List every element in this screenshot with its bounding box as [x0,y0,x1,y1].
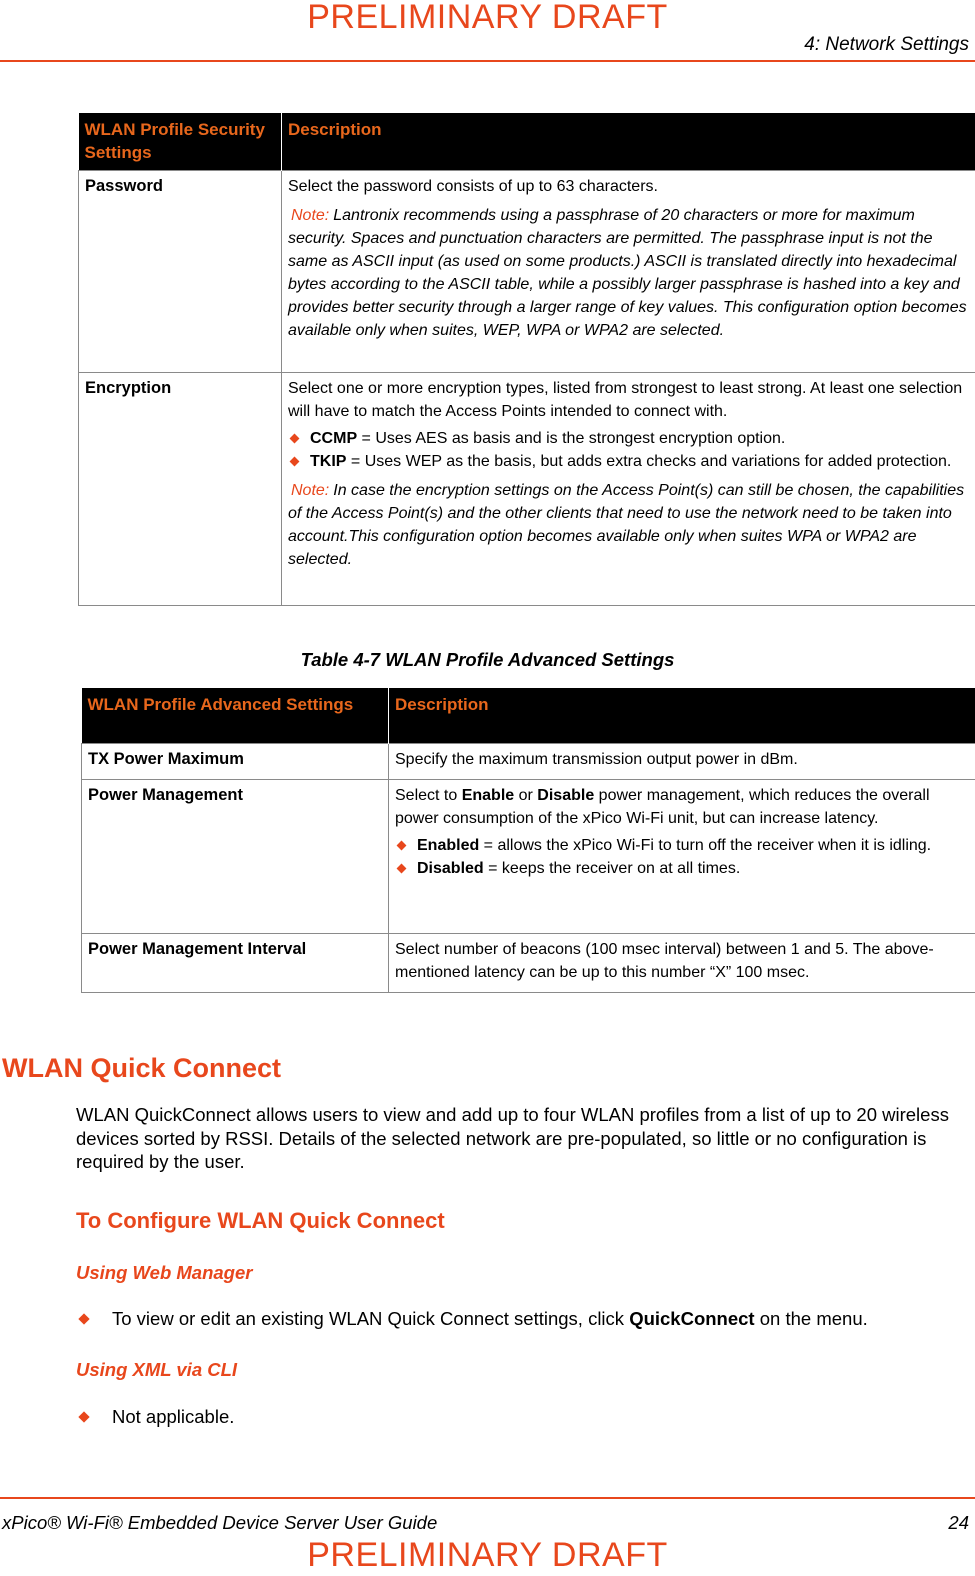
security-settings-table [78,113,975,606]
diamond-bullet-icon [78,1313,89,1324]
quickconnect-term: QuickConnect [629,1308,755,1329]
section-title: WLAN Quick Connect [2,1053,282,1083]
note-label: Note: [291,206,330,224]
bullet-text: Not applicable. [112,1406,235,1427]
encryption-list [288,427,969,473]
row-description [282,372,975,605]
description-text [395,784,969,830]
list-text: = Uses WEP as the basis, but adds extra checks and variations for added protection. [346,452,952,470]
table-header-settings: WLAN Profile Security Settings [79,113,282,170]
note-text: In case the encryption settings on the Access Point(s) can still be chosen, the capabilities of the Access Point(s) and the other clients that need to use the network need to be taken into account.This configuration option becomes available only when suites WPA or WPA2 are selected. [288,481,965,568]
note-text: Lantronix recommends using a passphrase of 20 characters or more for maximum security. Spaces and punctuation characters are permitted. The passphrase input is not the same as ASCII input (as used on some products.) ASCII is translated directly into hexadecimal bytes according to the ASCII table, while a possibly larger passphrase is hashed into a key and provides better security through a larger range of key values. This configuration option becomes available only when suites, WEP, WPA or WPA2 are selected. [288,206,967,339]
table-row [82,743,975,779]
watermark-bottom: PRELIMINARY DRAFT [307,1536,668,1574]
table-header-settings: WLAN Profile Advanced Settings [82,688,389,743]
disable-term: Disable [537,786,595,804]
advanced-settings-table [81,688,975,993]
power-list [395,834,969,880]
footer-title: xPico® Wi-Fi® Embedded Device Server User Guide [2,1512,438,1533]
enable-term: Enable [461,786,515,804]
description-text: Select the password consists of up to 63 characters. [288,177,658,195]
row-name: Power Management [82,779,389,933]
diamond-bullet-icon [78,1411,89,1422]
xml-cli-heading: Using XML via CLI [76,1359,238,1380]
web-manager-heading: Using Web Manager [76,1262,253,1283]
note-label: Note: [291,481,330,499]
list-text: = keeps the receiver on at all times. [483,859,741,877]
note [288,479,969,571]
list-text: = allows the xPico Wi-Fi to turn off the receiver when it is idling. [479,836,932,854]
table-caption: Table 4-7 WLAN Profile Advanced Settings [300,649,675,670]
row-name: TX Power Maximum [82,743,389,779]
row-name: Power Management Interval [82,933,389,992]
row-name: Encryption [79,372,282,605]
row-description: Select number of beacons (100 msec interval) between 1 and 5. The above-mentioned latency can be up to this number “X” 100 msec. [389,933,975,992]
subsection-title: To Configure WLAN Quick Connect [76,1208,445,1233]
list-item [288,450,969,473]
header-rule [0,60,975,62]
table-row [79,170,975,372]
table-row [82,779,975,933]
list-item [395,857,969,880]
bullet-text [112,1308,868,1330]
footer-rule [0,1497,975,1499]
list-item [288,427,969,450]
page-number: 24 [948,1512,969,1533]
text-fragment: or [514,786,538,804]
text-fragment: Select to [395,786,462,804]
table-header-description: Description [389,688,975,743]
text-fragment: To view or edit an existing WLAN Quick Connect settings, click [112,1308,630,1329]
table-header-description: Description [282,113,975,170]
list-term: Disabled [417,859,484,877]
row-description [389,779,975,933]
list-term: Enabled [417,836,480,854]
section-body: WLAN QuickConnect allows users to view and add up to four WLAN profiles from a list of up to 20 wireless devices sorted by RSSI. Details of the selected network are pre-populated, so little or no configuration is required by the user. [76,1104,949,1172]
list-term: TKIP [310,452,347,470]
text-fragment: power management, which reduces the overall power consumption of the xPico Wi-Fi unit, but can increase latency. [395,786,930,827]
chapter-header: 4: Network Settings [804,34,969,55]
row-description: Specify the maximum transmission output power in dBm. [389,743,975,779]
description-text: Select one or more encryption types, listed from strongest to least strong. At least one selection will have to match the Access Points intended to connect with. [288,379,963,420]
list-item [395,834,969,857]
list-text: = Uses AES as basis and is the strongest encryption option. [357,429,786,447]
table-row [79,372,975,605]
row-name: Password [79,170,282,372]
row-description [282,170,975,372]
text-fragment: on the menu. [754,1308,868,1329]
table-row [82,933,975,992]
note [288,204,969,342]
list-term: CCMP [310,429,358,447]
watermark-top: PRELIMINARY DRAFT [307,0,668,36]
